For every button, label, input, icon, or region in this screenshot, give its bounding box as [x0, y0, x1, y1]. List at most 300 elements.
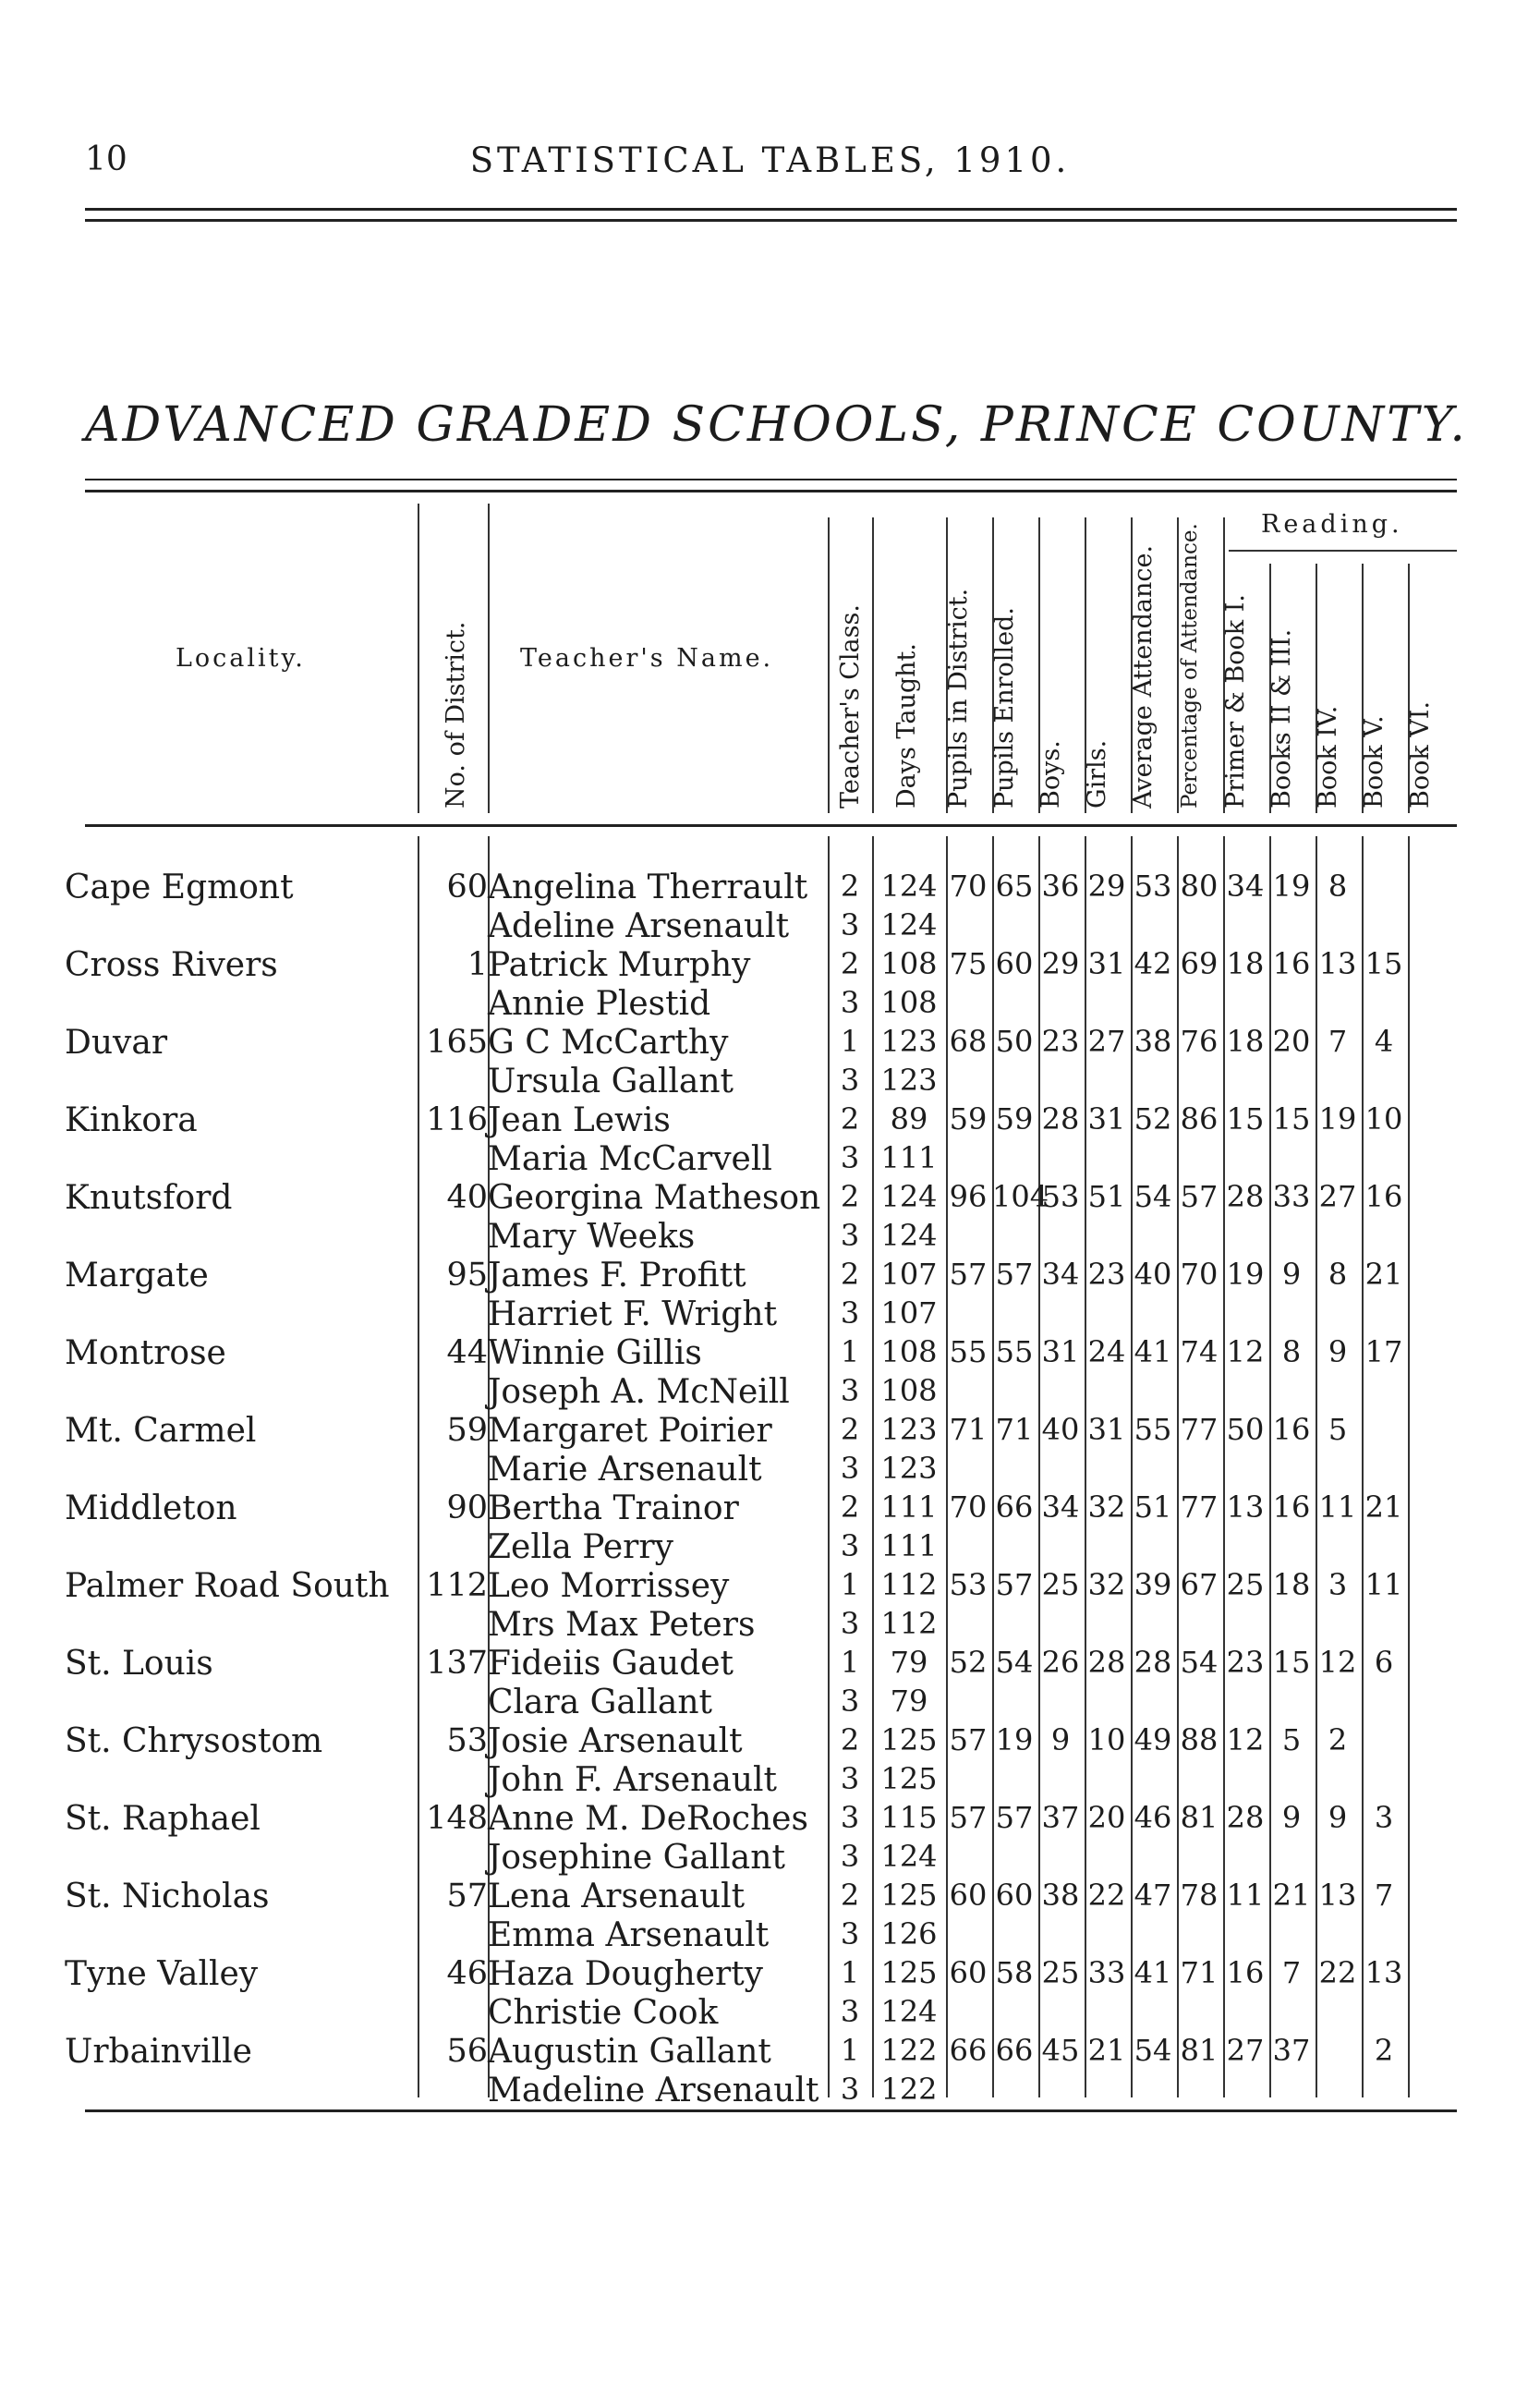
- locality-cell: Tyne Valley: [65, 1955, 259, 1993]
- locality-cell: St. Louis: [65, 1645, 213, 1683]
- book-5-cell: 16: [1364, 1179, 1403, 1214]
- column-divider: [992, 517, 994, 813]
- book-5-cell: 4: [1374, 1024, 1394, 1059]
- teacher-name-cell: Patrick Murphy: [488, 946, 751, 984]
- district-number-cell: 165: [426, 1024, 488, 1061]
- boys-cell: 38: [1041, 1878, 1080, 1913]
- locality-cell: St. Raphael: [65, 1800, 261, 1838]
- pupils-in-district-cell: 57: [949, 1257, 988, 1292]
- pupils-in-district-cell: 75: [949, 946, 988, 981]
- pupils-enrolled-cell: 57: [995, 1257, 1034, 1292]
- average-attendance-cell: 41: [1134, 1334, 1172, 1369]
- books-2-3-cell: 5: [1281, 1722, 1302, 1757]
- teacher-class-cell: 3: [840, 1063, 860, 1098]
- primer-book-1-cell: 13: [1226, 1489, 1265, 1525]
- book-5-cell: 11: [1364, 1567, 1403, 1602]
- teacher-class-cell: 1: [840, 1567, 860, 1602]
- days-taught-cell: 123: [880, 1451, 938, 1486]
- teacher-name-cell: Zella Perry: [488, 1528, 673, 1566]
- primer-book-1-cell: 50: [1226, 1412, 1265, 1447]
- days-taught-cell: 125: [880, 1955, 938, 1990]
- book-4-cell: 8: [1328, 869, 1348, 904]
- teacher-class-cell: 3: [840, 1994, 860, 2029]
- running-title: STATISTICAL TABLES, 1910.: [469, 140, 1071, 180]
- average-attendance-cell: 41: [1134, 1955, 1172, 1990]
- locality-cell: Knutsford: [65, 1179, 233, 1217]
- percentage-attendance-cell: 67: [1180, 1567, 1219, 1602]
- teacher-class-cell: 2: [840, 1412, 860, 1447]
- reading-underline: [1229, 550, 1457, 552]
- book-4-cell: 9: [1328, 1800, 1348, 1835]
- boys-cell: 28: [1041, 1101, 1080, 1137]
- teacher-class-cell: 2: [840, 1878, 860, 1913]
- district-number-cell: 53: [446, 1722, 488, 1759]
- teacher-class-cell: 1: [840, 1334, 860, 1369]
- days-taught-cell: 108: [880, 1373, 938, 1408]
- pupils-enrolled-cell: 19: [995, 1722, 1034, 1757]
- table-row: [0, 1257, 1540, 1334]
- locality-cell: Palmer Road South: [65, 1567, 390, 1605]
- days-taught-cell: 124: [880, 869, 938, 904]
- table-bottom-rule: [85, 2109, 1457, 2112]
- pupils-enrolled-cell: 60: [995, 1878, 1034, 1913]
- teacher-name-cell: Fideiis Gaudet: [488, 1645, 734, 1683]
- days-taught-cell: 122: [880, 2033, 938, 2068]
- column-divider: [1177, 517, 1179, 813]
- header-pupils-enrolled: Pupils Enrolled.: [990, 607, 1019, 808]
- boys-cell: 36: [1041, 869, 1080, 904]
- teacher-class-cell: 3: [840, 1839, 860, 1874]
- girls-cell: 22: [1087, 1878, 1126, 1913]
- locality-cell: Montrose: [65, 1334, 226, 1372]
- girls-cell: 32: [1087, 1489, 1126, 1525]
- average-attendance-cell: 53: [1134, 869, 1172, 904]
- girls-cell: 10: [1087, 1722, 1126, 1757]
- days-taught-cell: 124: [880, 1839, 938, 1874]
- teacher-class-cell: 2: [840, 1257, 860, 1292]
- column-divider: [1223, 517, 1225, 813]
- column-divider: [1316, 564, 1317, 813]
- teacher-name-cell: Bertha Trainor: [488, 1489, 739, 1527]
- girls-cell: 27: [1087, 1024, 1126, 1059]
- primer-book-1-cell: 19: [1226, 1257, 1265, 1292]
- primer-book-1-cell: 25: [1226, 1567, 1265, 1602]
- header-percentage-attendance: Percentage of Attendance.: [1178, 523, 1202, 808]
- days-taught-cell: 111: [880, 1140, 938, 1175]
- header-primer-book-1: Primer & Book I.: [1221, 594, 1250, 808]
- column-divider: [1362, 564, 1364, 813]
- district-number-cell: 1: [467, 946, 488, 983]
- teacher-class-cell: 2: [840, 946, 860, 981]
- average-attendance-cell: 52: [1134, 1101, 1172, 1137]
- primer-book-1-cell: 34: [1226, 869, 1265, 904]
- books-2-3-cell: 21: [1272, 1878, 1311, 1913]
- column-divider: [1085, 517, 1086, 813]
- header-reading: Reading.: [1261, 510, 1403, 539]
- percentage-attendance-cell: 57: [1180, 1179, 1219, 1214]
- teacher-name-cell: Haza Dougherty: [488, 1955, 764, 1993]
- book-5-cell: 21: [1364, 1489, 1403, 1525]
- teacher-name-cell: Adeline Arsenault: [488, 907, 790, 945]
- column-divider: [946, 517, 948, 813]
- average-attendance-cell: 51: [1134, 1489, 1172, 1525]
- teacher-class-cell: 3: [840, 1606, 860, 1641]
- book-4-cell: 9: [1328, 1334, 1348, 1369]
- header-book-4: Book IV.: [1314, 705, 1342, 808]
- books-2-3-cell: 37: [1272, 2033, 1311, 2068]
- primer-book-1-cell: 18: [1226, 1024, 1265, 1059]
- table-row: [0, 1722, 1540, 1800]
- header-boys: Boys.: [1037, 740, 1065, 808]
- table-row: [0, 1412, 1540, 1489]
- teacher-name-cell: Margaret Poirier: [488, 1412, 772, 1450]
- boys-cell: 9: [1050, 1722, 1071, 1757]
- days-taught-cell: 124: [880, 1218, 938, 1253]
- top-double-rule: [85, 208, 1457, 222]
- district-number-cell: 112: [426, 1567, 488, 1604]
- book-4-cell: 13: [1318, 1878, 1357, 1913]
- percentage-attendance-cell: 77: [1180, 1489, 1219, 1525]
- district-number-cell: 137: [426, 1645, 488, 1682]
- percentage-attendance-cell: 71: [1180, 1955, 1219, 1990]
- books-2-3-cell: 9: [1281, 1257, 1302, 1292]
- days-taught-cell: 123: [880, 1024, 938, 1059]
- pupils-in-district-cell: 71: [949, 1412, 988, 1447]
- column-divider: [1408, 564, 1410, 813]
- book-4-cell: 13: [1318, 946, 1357, 981]
- book-4-cell: 7: [1328, 1024, 1348, 1059]
- teacher-name-cell: John F. Arsenault: [488, 1761, 777, 1799]
- pupils-in-district-cell: 66: [949, 2033, 988, 2068]
- days-taught-cell: 112: [880, 1606, 938, 1641]
- book-4-cell: 22: [1318, 1955, 1357, 1990]
- boys-cell: 53: [1041, 1179, 1080, 1214]
- days-taught-cell: 111: [880, 1528, 938, 1563]
- days-taught-cell: 107: [880, 1257, 938, 1292]
- column-divider: [1038, 517, 1040, 813]
- percentage-attendance-cell: 69: [1180, 946, 1219, 981]
- column-divider: [828, 517, 830, 813]
- pupils-enrolled-cell: 66: [995, 2033, 1034, 2068]
- teacher-name-cell: Jean Lewis: [488, 1101, 671, 1139]
- average-attendance-cell: 39: [1134, 1567, 1172, 1602]
- pupils-enrolled-cell: 57: [995, 1800, 1034, 1835]
- table-row: [0, 2033, 1540, 2110]
- book-5-cell: 10: [1364, 1101, 1403, 1137]
- days-taught-cell: 122: [880, 2072, 938, 2107]
- days-taught-cell: 124: [880, 907, 938, 942]
- table-row: [0, 1489, 1540, 1567]
- average-attendance-cell: 47: [1134, 1878, 1172, 1913]
- days-taught-cell: 126: [880, 1916, 938, 1951]
- teacher-name-cell: Augustin Gallant: [488, 2033, 771, 2071]
- girls-cell: 20: [1087, 1800, 1126, 1835]
- teacher-class-cell: 2: [840, 1101, 860, 1137]
- teacher-name-cell: Lena Arsenault: [488, 1878, 746, 1915]
- girls-cell: 23: [1087, 1257, 1126, 1292]
- boys-cell: 40: [1041, 1412, 1080, 1447]
- district-number-cell: 60: [446, 869, 488, 906]
- pupils-enrolled-cell: 58: [995, 1955, 1034, 1990]
- days-taught-cell: 124: [880, 1179, 938, 1214]
- pupils-enrolled-cell: 66: [995, 1489, 1034, 1525]
- primer-book-1-cell: 18: [1226, 946, 1265, 981]
- locality-cell: Duvar: [65, 1024, 168, 1062]
- average-attendance-cell: 55: [1134, 1412, 1172, 1447]
- teacher-class-cell: 3: [840, 1528, 860, 1563]
- teacher-class-cell: 3: [840, 985, 860, 1020]
- table-row: [0, 1955, 1540, 2033]
- books-2-3-cell: 7: [1281, 1955, 1302, 1990]
- percentage-attendance-cell: 54: [1180, 1645, 1219, 1680]
- primer-book-1-cell: 11: [1226, 1878, 1265, 1913]
- girls-cell: 28: [1087, 1645, 1126, 1680]
- header-bottom-rule: [85, 824, 1457, 827]
- section-title: ADVANCED GRADED SCHOOLS, PRINCE COUNTY.: [85, 397, 1468, 453]
- average-attendance-cell: 42: [1134, 946, 1172, 981]
- teacher-name-cell: Annie Plestid: [488, 985, 711, 1023]
- table-row: [0, 1024, 1540, 1101]
- books-2-3-cell: 15: [1272, 1645, 1311, 1680]
- table-row: [0, 1800, 1540, 1878]
- table-row: [0, 869, 1540, 946]
- days-taught-cell: 89: [890, 1101, 928, 1137]
- teacher-name-cell: Harriet F. Wright: [488, 1295, 778, 1333]
- teacher-name-cell: Leo Morrissey: [488, 1567, 730, 1605]
- teacher-name-cell: Winnie Gillis: [488, 1334, 702, 1372]
- district-number-cell: 40: [446, 1179, 488, 1216]
- teacher-name-cell: Emma Arsenault: [488, 1916, 770, 1954]
- teacher-name-cell: Mrs Max Peters: [488, 1606, 756, 1644]
- book-5-cell: 17: [1364, 1334, 1403, 1369]
- locality-cell: Mt. Carmel: [65, 1412, 257, 1450]
- pupils-in-district-cell: 70: [949, 1489, 988, 1525]
- percentage-attendance-cell: 81: [1180, 1800, 1219, 1835]
- teacher-class-cell: 3: [840, 1684, 860, 1719]
- books-2-3-cell: 16: [1272, 1412, 1311, 1447]
- locality-cell: St. Chrysostom: [65, 1722, 323, 1760]
- locality-cell: St. Nicholas: [65, 1878, 270, 1915]
- header-book-6: Book VI.: [1406, 700, 1435, 808]
- boys-cell: 25: [1041, 1567, 1080, 1602]
- district-number-cell: 90: [446, 1489, 488, 1526]
- teacher-class-cell: 1: [840, 1955, 860, 1990]
- teacher-name-cell: Joseph A. McNeill: [488, 1373, 790, 1411]
- pupils-in-district-cell: 96: [949, 1179, 988, 1214]
- teacher-name-cell: Anne M. DeRoches: [488, 1800, 808, 1838]
- days-taught-cell: 79: [890, 1684, 928, 1719]
- teacher-name-cell: Maria McCarvell: [488, 1140, 772, 1178]
- book-5-cell: 13: [1364, 1955, 1403, 1990]
- book-4-cell: 8: [1328, 1257, 1348, 1292]
- book-5-cell: 15: [1364, 946, 1403, 981]
- pupils-in-district-cell: 59: [949, 1101, 988, 1137]
- girls-cell: 31: [1087, 1412, 1126, 1447]
- table-row: [0, 946, 1540, 1024]
- boys-cell: 45: [1041, 2033, 1080, 2068]
- books-2-3-cell: 19: [1272, 869, 1311, 904]
- header-average-attendance: Average Attendance.: [1129, 544, 1158, 808]
- book-5-cell: 3: [1374, 1800, 1394, 1835]
- book-4-cell: 12: [1318, 1645, 1357, 1680]
- table-row: [0, 1878, 1540, 1955]
- primer-book-1-cell: 12: [1226, 1722, 1265, 1757]
- teacher-name-cell: Marie Arsenault: [488, 1451, 762, 1489]
- girls-cell: 31: [1087, 946, 1126, 981]
- books-2-3-cell: 16: [1272, 1489, 1311, 1525]
- girls-cell: 51: [1087, 1179, 1126, 1214]
- primer-book-1-cell: 16: [1226, 1955, 1265, 1990]
- district-number-cell: 44: [446, 1334, 488, 1371]
- books-2-3-cell: 15: [1272, 1101, 1311, 1137]
- boys-cell: 25: [1041, 1955, 1080, 1990]
- pupils-in-district-cell: 60: [949, 1878, 988, 1913]
- book-4-cell: 11: [1318, 1489, 1357, 1525]
- teacher-class-cell: 1: [840, 1645, 860, 1680]
- primer-book-1-cell: 12: [1226, 1334, 1265, 1369]
- pupils-in-district-cell: 52: [949, 1645, 988, 1680]
- pupils-enrolled-cell: 59: [995, 1101, 1034, 1137]
- books-2-3-cell: 9: [1281, 1800, 1302, 1835]
- pupils-enrolled-cell: 50: [995, 1024, 1034, 1059]
- teacher-class-cell: 3: [840, 1800, 860, 1835]
- header-locality: Locality.: [176, 644, 306, 673]
- average-attendance-cell: 49: [1134, 1722, 1172, 1757]
- teacher-name-cell: G C McCarthy: [488, 1024, 729, 1062]
- pupils-in-district-cell: 70: [949, 869, 988, 904]
- percentage-attendance-cell: 80: [1180, 869, 1219, 904]
- days-taught-cell: 112: [880, 1567, 938, 1602]
- locality-cell: Urbainville: [65, 2033, 252, 2071]
- percentage-attendance-cell: 81: [1180, 2033, 1219, 2068]
- teacher-class-cell: 3: [840, 1140, 860, 1175]
- locality-cell: Margate: [65, 1257, 209, 1295]
- district-number-cell: 56: [446, 2033, 488, 2070]
- boys-cell: 37: [1041, 1800, 1080, 1835]
- header-pupils-in-district: Pupils in District.: [944, 588, 973, 808]
- column-divider: [1131, 517, 1133, 813]
- books-2-3-cell: 20: [1272, 1024, 1311, 1059]
- book-4-cell: 27: [1318, 1179, 1357, 1214]
- teacher-class-cell: 3: [840, 1916, 860, 1951]
- book-5-cell: 6: [1374, 1645, 1394, 1680]
- pupils-enrolled-cell: 71: [995, 1412, 1034, 1447]
- girls-cell: 24: [1087, 1334, 1126, 1369]
- teacher-name-cell: Ursula Gallant: [488, 1063, 734, 1100]
- boys-cell: 31: [1041, 1334, 1080, 1369]
- pupils-enrolled-cell: 104: [992, 1179, 1049, 1214]
- percentage-attendance-cell: 77: [1180, 1412, 1219, 1447]
- table-top-rule: [85, 479, 1457, 492]
- girls-cell: 32: [1087, 1567, 1126, 1602]
- teacher-class-cell: 3: [840, 907, 860, 942]
- books-2-3-cell: 16: [1272, 946, 1311, 981]
- teacher-name-cell: Clara Gallant: [488, 1684, 712, 1721]
- teacher-class-cell: 3: [840, 1761, 860, 1796]
- percentage-attendance-cell: 86: [1180, 1101, 1219, 1137]
- teacher-name-cell: James F. Profitt: [488, 1257, 746, 1295]
- locality-cell: Middleton: [65, 1489, 237, 1527]
- locality-cell: Cape Egmont: [65, 869, 294, 906]
- books-2-3-cell: 33: [1272, 1179, 1311, 1214]
- percentage-attendance-cell: 78: [1180, 1878, 1219, 1913]
- book-5-cell: 2: [1374, 2033, 1394, 2068]
- teacher-class-cell: 2: [840, 1489, 860, 1525]
- pupils-in-district-cell: 60: [949, 1955, 988, 1990]
- book-4-cell: 3: [1328, 1567, 1348, 1602]
- days-taught-cell: 108: [880, 946, 938, 981]
- column-divider: [418, 504, 419, 813]
- girls-cell: 31: [1087, 1101, 1126, 1137]
- district-number-cell: 46: [446, 1955, 488, 1992]
- pupils-enrolled-cell: 57: [995, 1567, 1034, 1602]
- locality-cell: Kinkora: [65, 1101, 198, 1139]
- pupils-in-district-cell: 57: [949, 1722, 988, 1757]
- teacher-name-cell: Madeline Arsenault: [488, 2072, 819, 2109]
- average-attendance-cell: 54: [1134, 1179, 1172, 1214]
- column-divider: [1269, 564, 1271, 813]
- table-row: [0, 1334, 1540, 1412]
- teacher-name-cell: Georgina Matheson: [488, 1179, 821, 1217]
- district-number-cell: 95: [446, 1257, 488, 1294]
- pupils-in-district-cell: 53: [949, 1567, 988, 1602]
- days-taught-cell: 125: [880, 1761, 938, 1796]
- books-2-3-cell: 18: [1272, 1567, 1311, 1602]
- average-attendance-cell: 28: [1134, 1645, 1172, 1680]
- percentage-attendance-cell: 88: [1180, 1722, 1219, 1757]
- days-taught-cell: 123: [880, 1063, 938, 1098]
- girls-cell: 33: [1087, 1955, 1126, 1990]
- district-number-cell: 57: [446, 1878, 488, 1915]
- days-taught-cell: 125: [880, 1722, 938, 1757]
- days-taught-cell: 124: [880, 1994, 938, 2029]
- table-row: [0, 1101, 1540, 1179]
- teacher-class-cell: 1: [840, 2033, 860, 2068]
- pupils-enrolled-cell: 65: [995, 869, 1034, 904]
- days-taught-cell: 123: [880, 1412, 938, 1447]
- days-taught-cell: 125: [880, 1878, 938, 1913]
- header-teachers-class: Teacher's Class.: [836, 604, 865, 808]
- header-teacher-name: Teacher's Name.: [520, 644, 774, 673]
- teacher-name-cell: Angelina Therrault: [488, 869, 808, 906]
- teacher-class-cell: 3: [840, 2072, 860, 2107]
- primer-book-1-cell: 23: [1226, 1645, 1265, 1680]
- primer-book-1-cell: 27: [1226, 2033, 1265, 2068]
- average-attendance-cell: 40: [1134, 1257, 1172, 1292]
- average-attendance-cell: 46: [1134, 1800, 1172, 1835]
- pupils-enrolled-cell: 60: [995, 946, 1034, 981]
- days-taught-cell: 107: [880, 1295, 938, 1331]
- boys-cell: 26: [1041, 1645, 1080, 1680]
- pupils-in-district-cell: 57: [949, 1800, 988, 1835]
- teacher-class-cell: 2: [840, 869, 860, 904]
- book-4-cell: 2: [1328, 1722, 1348, 1757]
- district-number-cell: 148: [426, 1800, 488, 1837]
- page-number: 10: [85, 140, 127, 178]
- teacher-name-cell: Christie Cook: [488, 1994, 719, 2032]
- teacher-name-cell: Mary Weeks: [488, 1218, 696, 1256]
- boys-cell: 23: [1041, 1024, 1080, 1059]
- table-row: [0, 1179, 1540, 1257]
- book-5-cell: 21: [1364, 1257, 1403, 1292]
- boys-cell: 34: [1041, 1489, 1080, 1525]
- boys-cell: 29: [1041, 946, 1080, 981]
- boys-cell: 34: [1041, 1257, 1080, 1292]
- days-taught-cell: 108: [880, 985, 938, 1020]
- teacher-name-cell: Josephine Gallant: [488, 1839, 785, 1877]
- book-5-cell: 7: [1374, 1878, 1394, 1913]
- primer-book-1-cell: 28: [1226, 1179, 1265, 1214]
